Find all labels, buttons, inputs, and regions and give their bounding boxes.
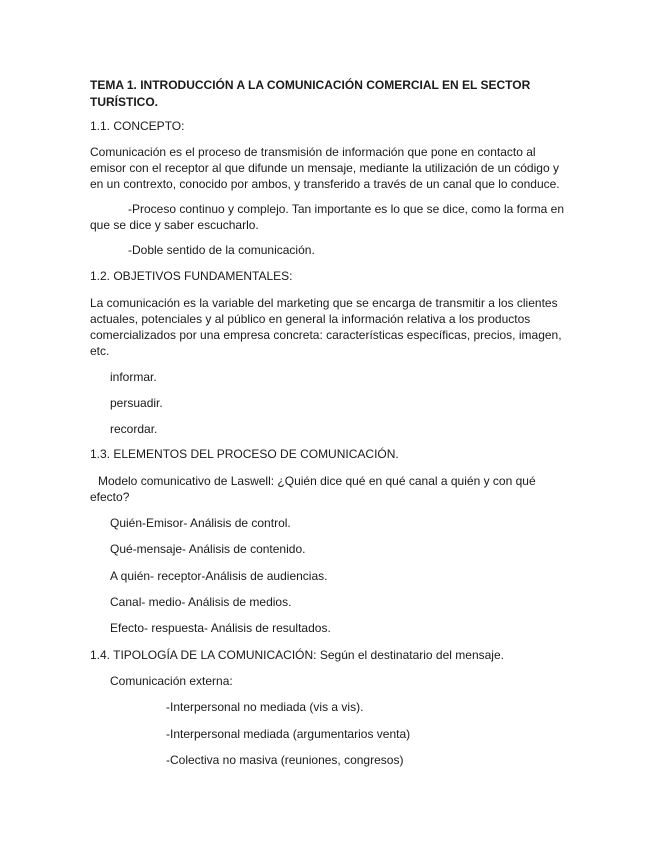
list-item: -Interpersonal no mediada (vis a vis). <box>166 700 364 714</box>
list-item: informar. <box>110 370 157 384</box>
point-proceso-continuo: -Proceso continuo y complejo. Tan importante es lo que se dice, como la forma en que se dice y saber escucharlo. <box>90 202 565 232</box>
list-item: -Colectiva no masiva (reuniones, congresos) <box>166 753 404 767</box>
point-doble-sentido: -Doble sentido de la comunicación. <box>128 243 315 257</box>
list-item: recordar. <box>110 422 158 436</box>
section-heading-objetivos: 1.2. OBJETIVOS FUNDAMENTALES: <box>90 269 293 283</box>
list-item: Efecto- respuesta- Análisis de resultados. <box>110 621 331 635</box>
list-item: A quién- receptor-Análisis de audiencias. <box>110 569 328 583</box>
list-item: Canal- medio- Análisis de medios. <box>110 595 292 609</box>
paragraph-laswell: Modelo comunicativo de Laswell: ¿Quién dice qué en qué canal a quién y con qué efecto? <box>90 474 536 504</box>
section-heading-concepto: 1.1. CONCEPTO: <box>90 119 185 133</box>
section-heading-elementos: 1.3. ELEMENTOS DEL PROCESO DE COMUNICACIÓN. <box>90 447 399 461</box>
list-item: -Interpersonal mediada (argumentarios venta) <box>166 727 411 741</box>
paragraph-objetivos: La comunicación es la variable del marketing que se encarga de transmitir a los clientes actuales, potenciales y al público en general la información relativa a los productos comercializados por una empresa concreta: características específicas, precios, imagen, etc. <box>90 296 562 358</box>
section-heading-tipologia: 1.4. TIPOLOGÍA DE LA COMUNICACIÓN: Según el destinatario del mensaje. <box>90 648 504 662</box>
subheading-comunicacion-externa: Comunicación externa: <box>110 674 233 688</box>
list-item: persuadir. <box>110 396 163 410</box>
paragraph-concepto: Comunicación es el proceso de transmisión de información que pone en contacto al emisor con el receptor al que difunde un mensaje, mediante la utilización de un código y en un contrexto, conocido por ambos, y transferido a través de un canal que lo conduce. <box>90 145 560 191</box>
document-title: TEMA 1. INTRODUCCIÓN A LA COMUNICACIÓN COMERCIAL EN EL SECTOR TURÍSTICO. <box>90 78 531 109</box>
list-item: Qué-mensaje- Análisis de contenido. <box>110 542 306 556</box>
list-item: Quién-Emisor- Análisis de control. <box>110 516 291 530</box>
